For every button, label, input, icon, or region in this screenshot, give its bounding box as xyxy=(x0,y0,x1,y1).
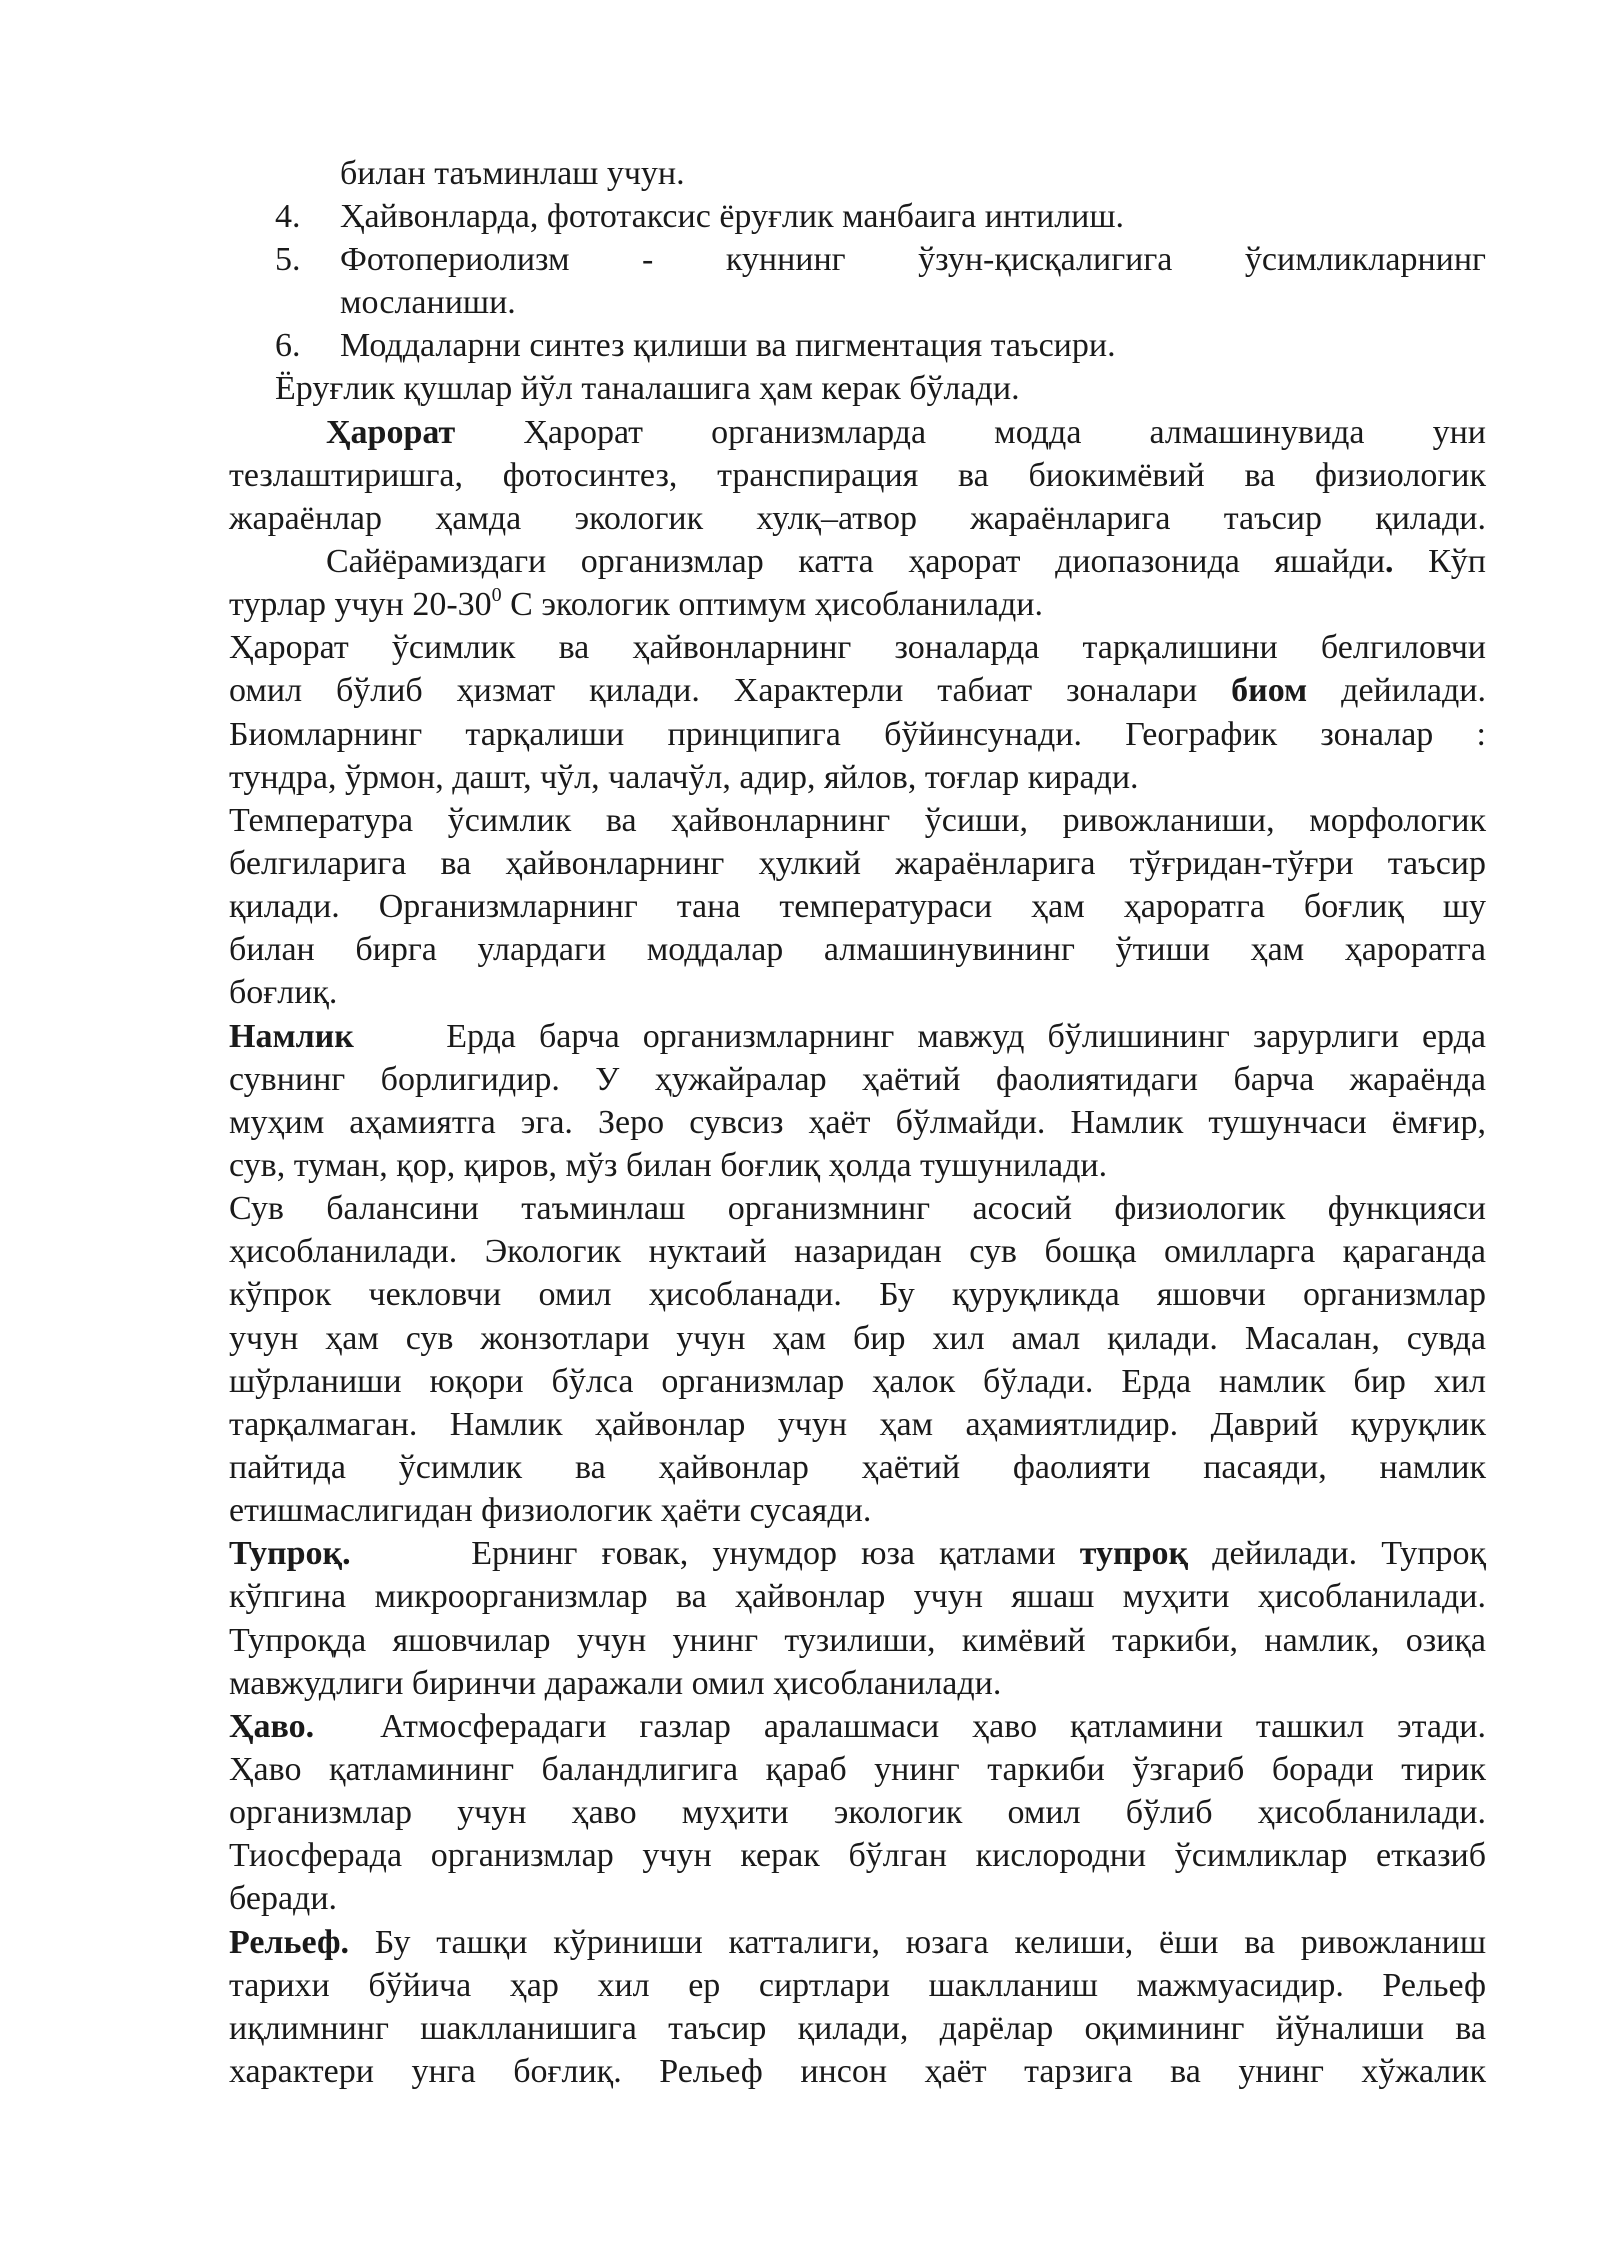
section-heading: Рельеф. xyxy=(229,1924,349,1961)
term-biom: биом xyxy=(1231,672,1308,709)
paragraph-line: омил бўлиб ҳизмат қилади. Характерли табиат зоналари биом дейилади. xyxy=(229,672,1487,709)
paragraph-line: Тупроқ. Ернинг ғовак, унумдор юза қатлами тупроқ дейилади. Тупроқ xyxy=(229,1535,1486,1572)
list-number: 4. xyxy=(275,198,301,235)
section-heading: Тупроқ. xyxy=(229,1535,351,1572)
paragraph-line: Рельеф. Бу ташқи кўриниши катталиги, юзага келиши, ёши ва ривожланиш xyxy=(229,1924,1487,1961)
paragraph-line: Тупроқда яшовчилар учун унинг тузилиши, кимёвий таркиби, намлик, озиқа xyxy=(229,1622,1486,1659)
paragraph-line: боғлиқ. xyxy=(229,974,338,1011)
paragraph-line: беради. xyxy=(229,1880,338,1917)
paragraph-line: билан бирга улардаги моддалар алмашинувининг ўтиши ҳам ҳароратга xyxy=(229,931,1486,968)
list-item-text: Моддаларни синтез қилиши ва пигментация таъсири. xyxy=(340,327,1116,364)
paragraph-line: Тиосферада организмлар учун керак бўлган кислородни ўсимликлар етказиб xyxy=(229,1837,1486,1874)
list-item-text-continuation: мосланиши. xyxy=(340,284,516,321)
list-item-text: Фотопериолизм - куннинг ўзун-қисқалигига ўсимликларнинг xyxy=(340,241,1486,278)
paragraph-line: белгиларига ва ҳайвонларнинг ҳулкий жараёнларига тўғридан-тўғри таъсир xyxy=(229,845,1486,882)
paragraph-line: пайтида ўсимлик ва ҳайвонлар ҳаётий фаолияти пасаяди, намлик xyxy=(229,1449,1486,1486)
paragraph-line: Намлик Ерда барча организмларнинг мавжуд бўлишининг зарурлиги ерда xyxy=(229,1018,1486,1055)
list-number: 5. xyxy=(275,241,301,278)
paragraph-line: шўрланиши юқори бўлса организмлар ҳалок бўлади. Ерда намлик бир хил xyxy=(229,1363,1486,1400)
paragraph-line: характери унга боғлиқ. Рельеф инсон ҳаёт тарзига ва унинг хўжалик xyxy=(229,2053,1486,2090)
paragraph-line: турлар учун $20-30^0$ С экологик оптимум ҳисобланилади. xyxy=(229,584,1043,623)
paragraph-line: сув, туман, қор, қиров, мўз билан боғлиқ ҳолда тушунилади. xyxy=(229,1147,1108,1184)
term-tuproq: тупроқ xyxy=(1079,1535,1189,1572)
paragraph-line: етишмаслигидан физиологик ҳаёти сусаяди. xyxy=(229,1492,872,1529)
paragraph-line: сувнинг борлигидир. У ҳужайралар ҳаётий фаолиятидаги барча жараёнда xyxy=(229,1061,1486,1098)
section-heading: Ҳарорат xyxy=(326,414,456,451)
paragraph-line: Температура ўсимлик ва ҳайвонларнинг ўсиши, ривожланиши, морфологик xyxy=(229,802,1486,839)
paragraph-line: учун ҳам сув жонзотлари учун ҳам бир хил амал қилади. Масалан, сувда xyxy=(229,1320,1486,1357)
paragraph-line: Сув балансини таъминлаш организмнинг асосий физиологик функцияси xyxy=(229,1190,1486,1227)
paragraph-line: Ҳарорат ўсимлик ва ҳайвонларнинг зоналарда тарқалишини белгиловчи xyxy=(229,629,1486,666)
paragraph-line: ҳисобланилади. Экологик нуктаий назаридан сув бошқа омилларга қараганда xyxy=(229,1233,1486,1270)
paragraph-light-birds: Ёруғлик қушлар йўл таналашига ҳам керак бўлади. xyxy=(275,370,1020,407)
paragraph-line: организмлар учун ҳаво муҳити экологик омил бўлиб ҳисобланилади. xyxy=(229,1794,1486,1831)
paragraph-line: тундра, ўрмон, дашт, чўл, чалачўл, адир, яйлов, тоғлар киради. xyxy=(229,759,1139,796)
section-heading: Ҳаво. xyxy=(229,1708,315,1745)
paragraph-line: Биомларнинг тарқалиши принципига бўйинсунади. Географик зоналар : xyxy=(229,716,1486,753)
list-number: 6. xyxy=(275,327,301,364)
paragraph-line: тарихи бўйича ҳар хил ер сиртлари шаклланиш мажмуасидир. Рельеф xyxy=(229,1967,1486,2004)
paragraph-line: тезлаштиришга, фотосинтез, транспирация ва биокимёвий ва физиологик xyxy=(229,457,1486,494)
paragraph-line: мавжудлиги биринчи даражали омил ҳисобланилади. xyxy=(229,1665,1002,1702)
paragraph-line: Ҳаво. Атмосферадаги газлар аралашмаси ҳаво қатламини ташкил этади. xyxy=(229,1708,1486,1745)
paragraph-line: кўпгина микроорганизмлар ва ҳайвонлар учун яшаш муҳити ҳисобланилади. xyxy=(229,1578,1486,1615)
paragraph-line: кўпрок чекловчи омил ҳисобланади. Бу қуруқликда яшовчи организмлар xyxy=(229,1276,1486,1313)
paragraph-line: Ҳарорат Ҳарорат организмларда модда алмашинувида уни xyxy=(326,414,1486,451)
section-heading: Намлик xyxy=(229,1018,354,1055)
list-item-3-continuation: билан таъминлаш учун. xyxy=(340,155,685,192)
paragraph-line: қилади. Организмларнинг тана температураси ҳам ҳароратга боғлиқ шу xyxy=(229,888,1486,925)
paragraph-line: Сайёрамиздаги организмлар катта ҳарорат диопазонида яшайди. Кўп xyxy=(326,543,1486,580)
paragraph-line: Ҳаво қатламининг баландлигига қараб унинг таркиби ўзгариб боради тирик xyxy=(229,1751,1486,1788)
superscript-degree: 0 xyxy=(491,584,502,606)
paragraph-line: муҳим аҳамиятга эга. Зеро сувсиз ҳаёт бўлмайди. Намлик тушунчаси ёмғир, xyxy=(229,1104,1486,1141)
paragraph-line: жараёнлар ҳамда экологик хулқ–атвор жараёнларига таъсир қилади. xyxy=(229,500,1486,537)
paragraph-line: иқлимнинг шаклланишига таъсир қилади, дарёлар оқимининг йўналиши ва xyxy=(229,2010,1486,2047)
paragraph-line: тарқалмаган. Намлик ҳайвонлар учун ҳам аҳамиятлидир. Даврий қуруқлик xyxy=(229,1406,1486,1443)
list-item-text: Ҳайвонларда, фототаксис ёруғлик манбаига интилиш. xyxy=(340,198,1125,235)
